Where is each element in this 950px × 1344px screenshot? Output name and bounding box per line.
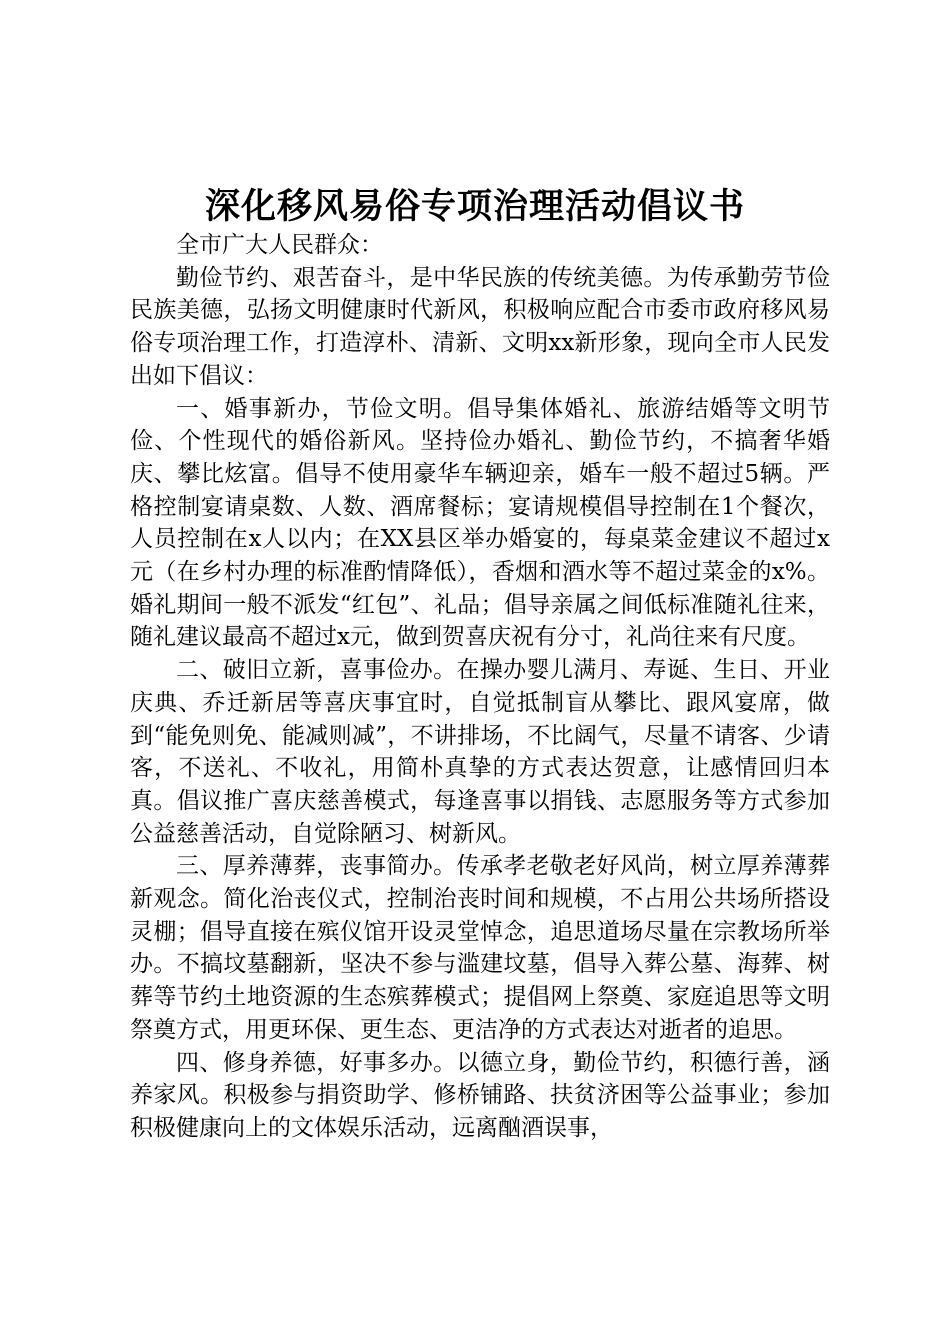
paragraph-funeral: 三、厚养薄葬，丧事简办。传承孝老敬老好风尚，树立厚养薄葬新观念。简化治丧仪式，控制治丧时间和规模，不占用公共场所搭设灵棚；倡导直接在殡仪馆开设灵堂悼念，追思道场尽量在宗教场所举办。不搞坟墓翻新，坚决不参与滥建坟墓，倡导入葬公墓、海葬、树葬等节约土地资源的生态殡葬模式；提倡网上祭奠、家庭追思等文明祭奠方式，用更环保、更生态、更洁净的方式表达对逝者的追思。 <box>130 853 830 1043</box>
paragraph-wedding: 一、婚事新办，节俭文明。倡导集体婚礼、旅游结婚等文明节俭、个性现代的婚俗新风。坚持俭办婚礼、勤俭节约，不搞奢华婚庆、攀比炫富。倡导不使用豪华车辆迎亲，婚车一般不超过5辆。严格控制宴请桌数、人数、酒席餐标；宴请规模倡导控制在1个餐次，人员控制在x人以内；在XX县区举办婚宴的，每桌菜金建议不超过x元（在乡村办理的标准酌情降低），香烟和酒水等不超过菜金的x%。婚礼期间一般不派发“红包”、礼品；倡导亲属之间低标准随礼往来，随礼建议最高不超过x元，做到贺喜庆祝有分寸，礼尚往来有尺度。 <box>130 395 830 651</box>
paragraph-intro: 勤俭节约、艰苦奋斗，是中华民族的传统美德。为传承勤劳节俭民族美德，弘扬文明健康时代新风，积极响应配合市委市政府移风易俗专项治理工作，打造淳朴、清新、文明xx新形象，现向全市人民发出如下倡议： <box>130 264 830 389</box>
paragraph-celebration: 二、破旧立新，喜事俭办。在操办婴儿满月、寿诞、生日、开业庆典、乔迁新居等喜庆事宜时，自觉抵制盲从攀比、跟风宴席，做到“能免则免、能减则减”，不讲排场，不比阔气，尽量不请客、少请客，不送礼、不收礼，用简朴真挚的方式表达贺意，让感情回归本真。倡议推广喜庆慈善模式，每逢喜事以捐钱、志愿服务等方式参加公益慈善活动，自觉除陋习、树新风。 <box>130 657 830 847</box>
document-title: 深化移风易俗专项治理活动倡议书 <box>204 186 745 227</box>
salutation: 全市广大人民群众： <box>176 232 383 258</box>
document-body <box>130 229 830 1145</box>
paragraph-virtue: 四、修身养德，好事多办。以德立身，勤俭节约，积德行善，涵养家风。积极参与捐资助学、修桥铺路、扶贫济困等公益事业；参加积极健康向上的文体娱乐活动，远离酗酒误事， <box>130 1049 830 1141</box>
